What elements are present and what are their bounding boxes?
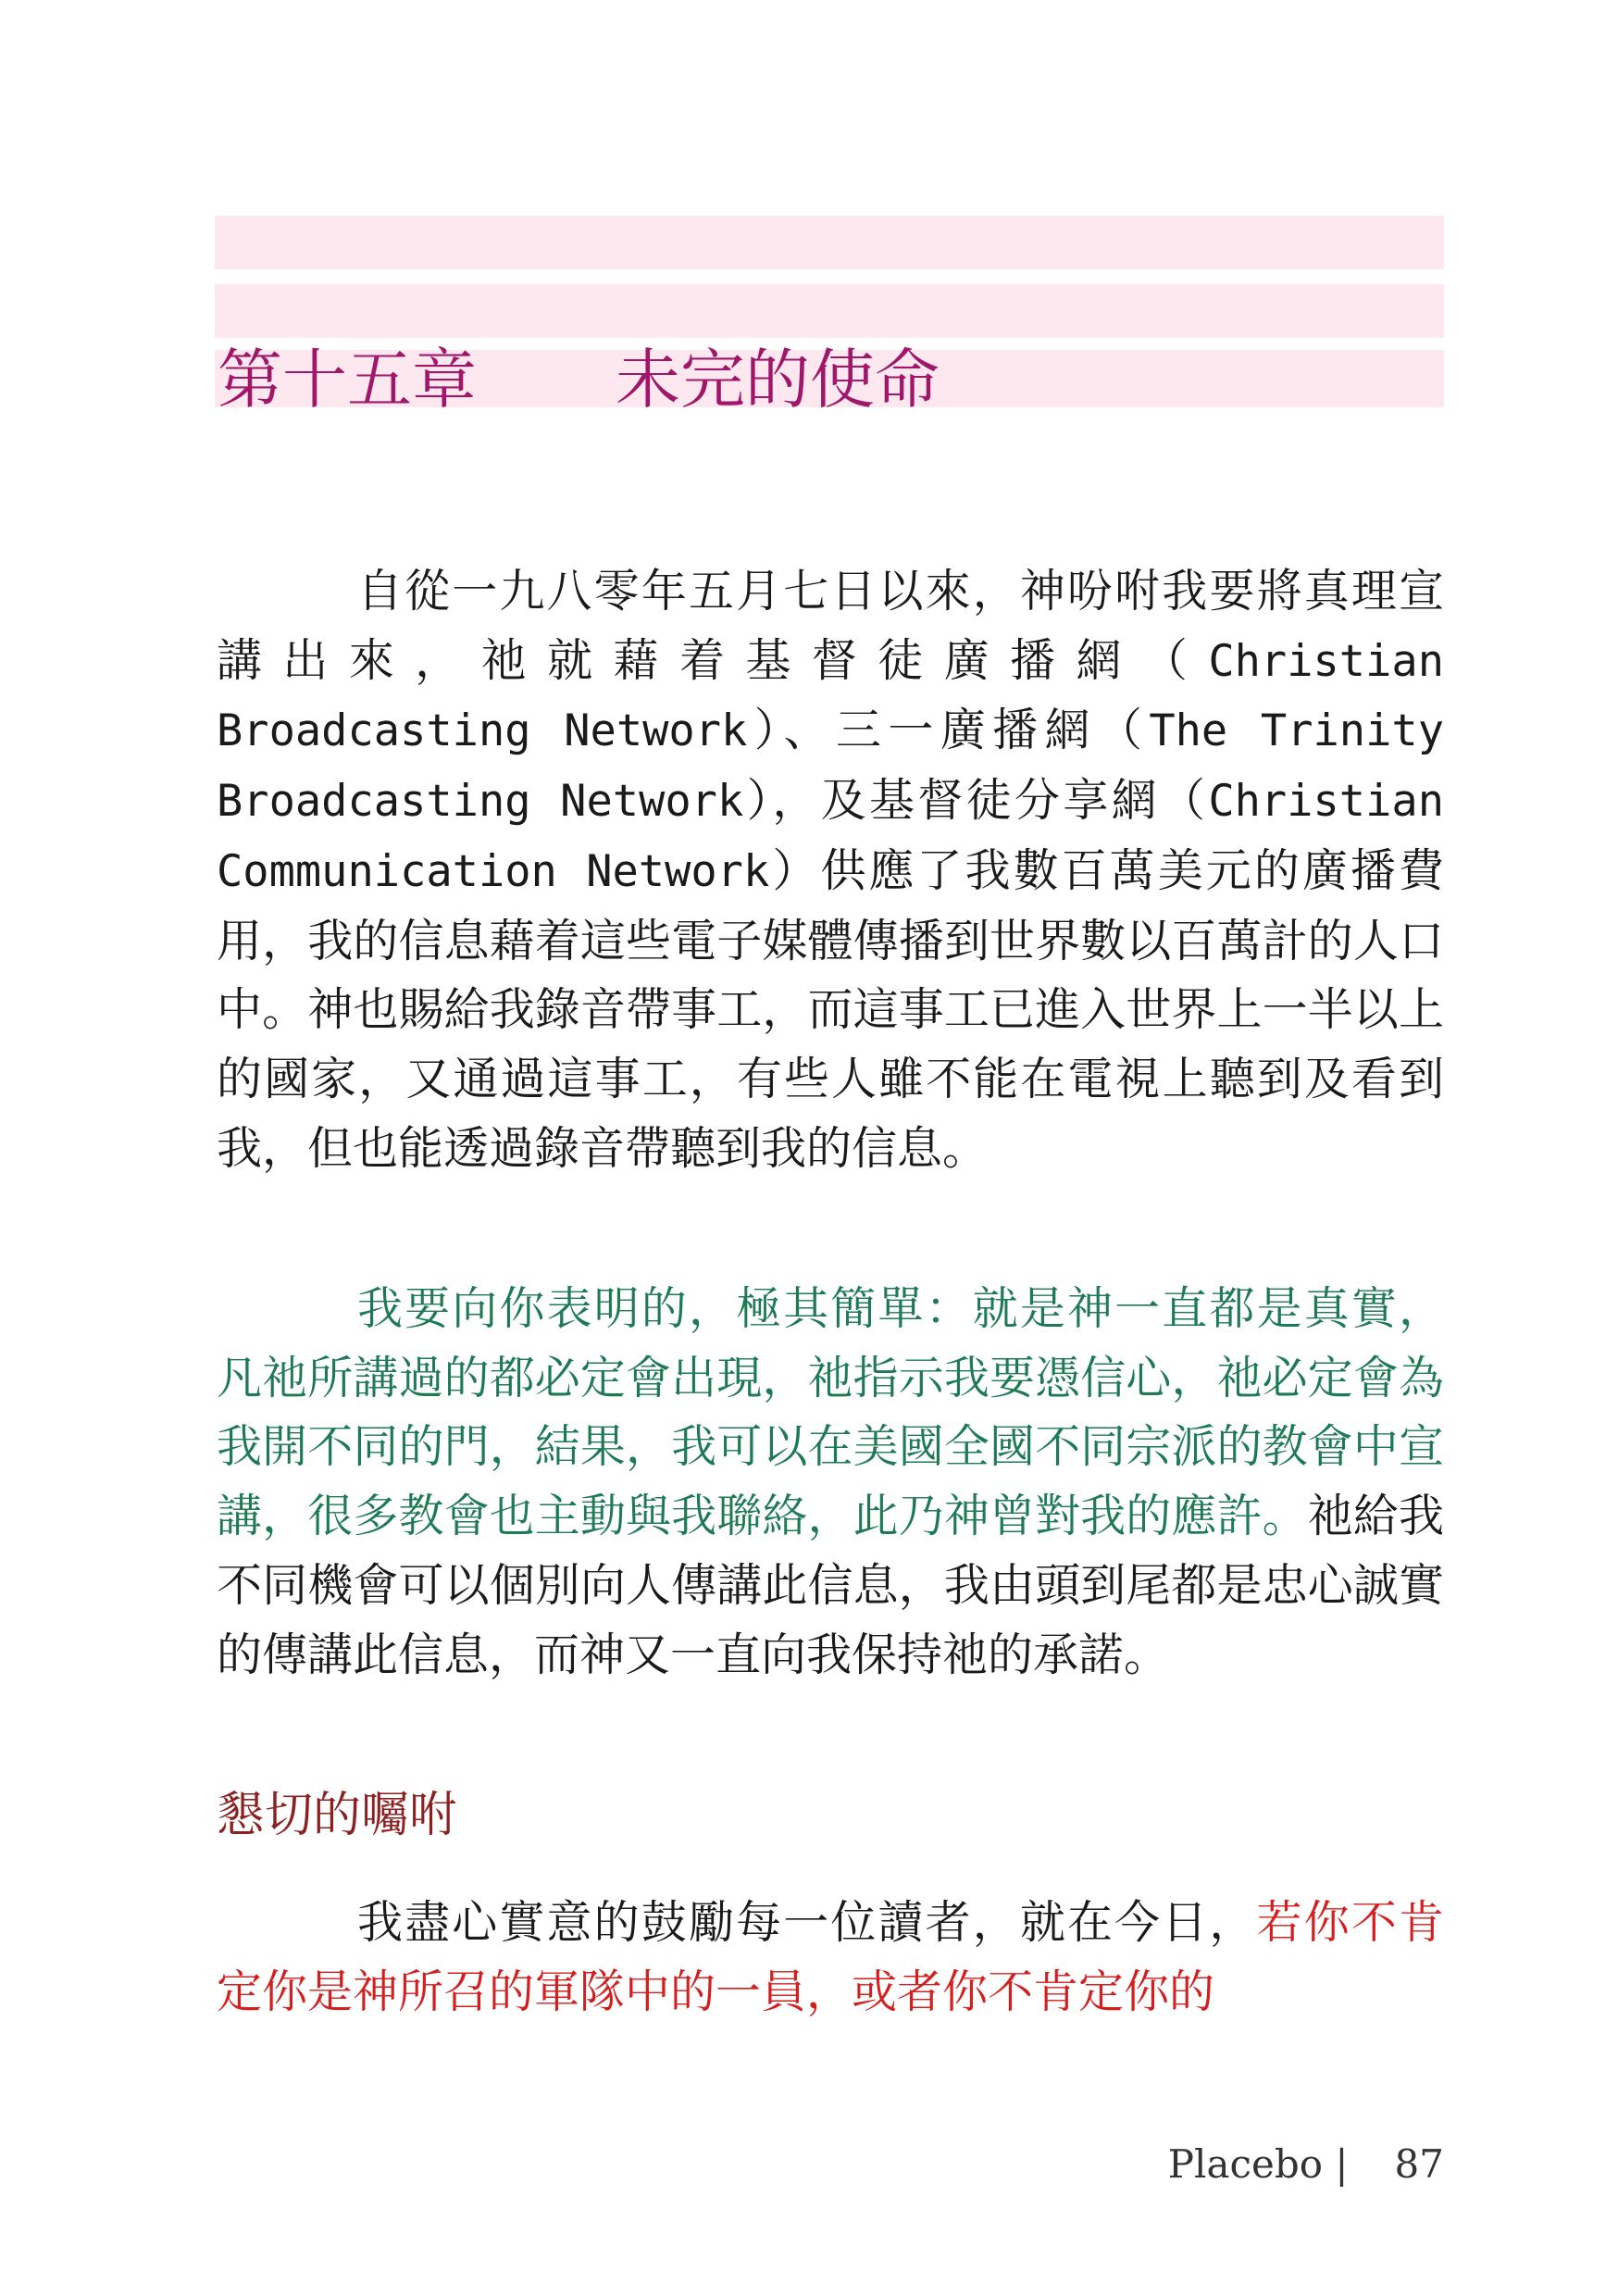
chapter-title: 未完的使命 [616,342,940,418]
footer-book-title: Placebo | [1167,2141,1349,2187]
para1-text-1: 自從一九八零年五月七日以來，神吩咐我要將真理宣講出來，祂就藉着基督徒廣播網（ [217,565,1444,687]
para3-text: 我盡心實意的鼓勵每一位讀者，就在今日， [357,1896,1257,1949]
para2-highlight-text: 我要向你表明的，極其簡單：就是神一直都是真實，凡祂所講過的都必定會出現，祂指示我要憑信心，祂必定會為我開不同的門，結果，我可以在美國全國不同宗派的教會中宣講，很多教會也主動與我聯絡，此乃神曾對我的應許。 [217,1282,1444,1543]
para1-text-3: ），及基督徒分享網（ [743,774,1209,828]
paragraph-2 [217,1275,1444,1690]
chapter-heading [218,333,940,426]
section-subheading: 懇切的囑咐 [217,1788,458,1843]
para1-cbn-name: Christian Broadcasting Network [217,635,1444,757]
title-band-top [215,216,1444,269]
paragraph-1 [217,557,1444,1183]
para1-ccn-name: Christian Communication Network [217,776,1444,897]
page-footer [1111,2137,1444,2192]
chapter-number: 第十五章 [218,342,477,418]
paragraph-3 [217,1889,1444,2027]
page-number: 87 [1394,2141,1444,2187]
para1-text-4: ）供應了我數百萬美元的廣播費用，我的信息藉着這些電子媒體傳播到世界數以百萬計的人口中。神也賜給我錄音帶事工，而這事工已進入世界上一半以上的國家，又通過這事工，有些人雖不能在電視上聽到及看到我，但也能透過錄音帶聽到我的信息。 [217,843,1444,1175]
para1-tbn-name: The Trinity Broadcasting Network [217,705,1444,828]
para2-text: 祂給我不同機會可以個別向人傳講此信息，我由頭到尾都是忠心誠實的傳講此信息，而神又一直向我保持祂的承諾。 [217,1490,1444,1681]
para1-text-2: ）、三一廣播網（ [747,704,1150,757]
title-band-middle [215,284,1444,338]
para3-highlight-text: 若你不肯定你是神所召的軍隊中的一員，或者你不肯定你的 [217,1896,1444,2018]
